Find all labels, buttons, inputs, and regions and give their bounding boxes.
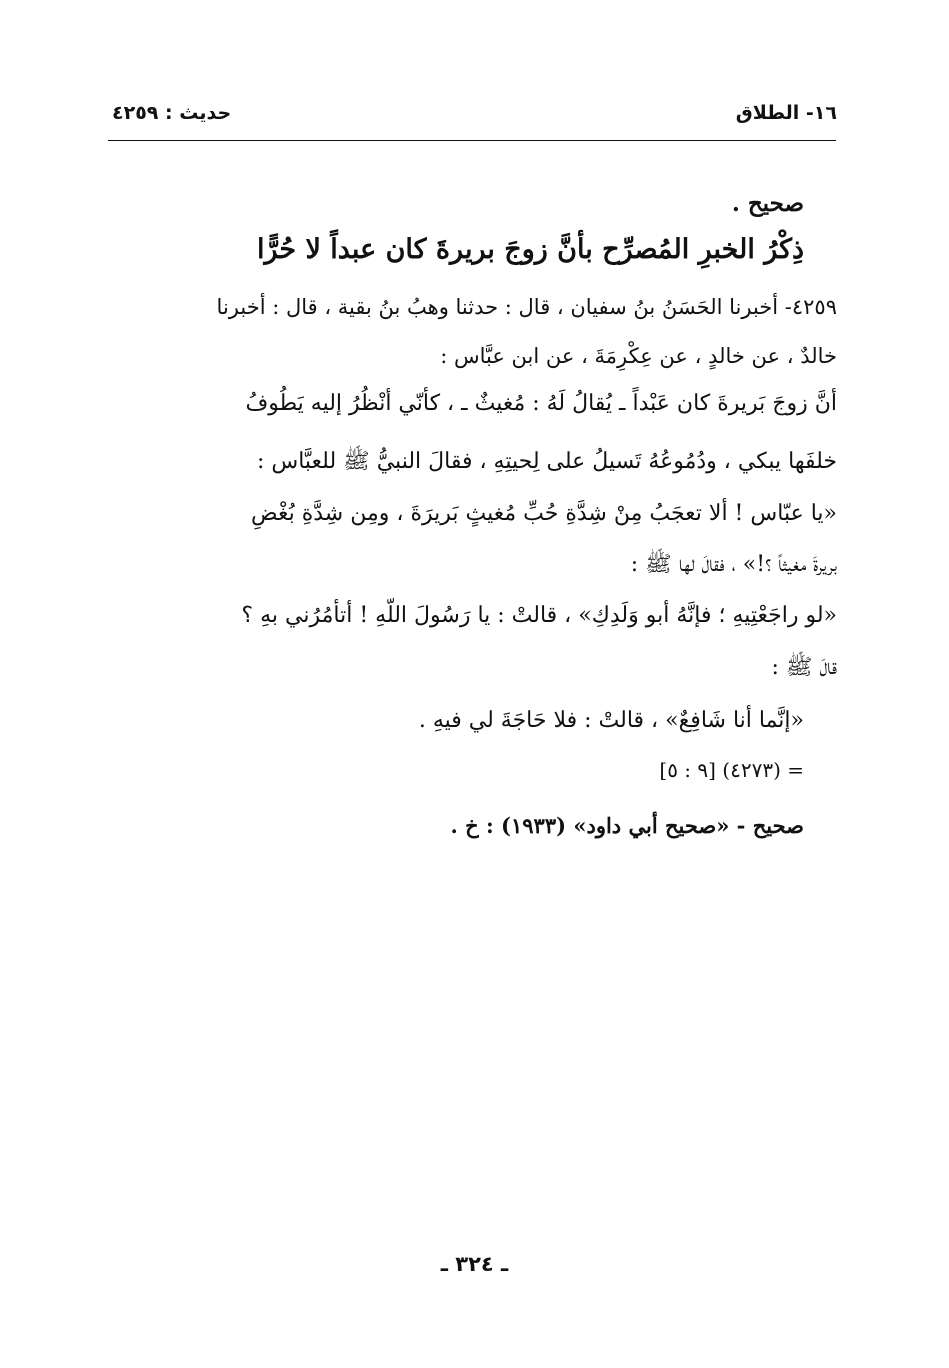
- section-heading: ذِكْرُ الخبرِ المُصرِّح بأنَّ زوجَ بريرةَ كان عبداً لا حُرًّا: [256, 234, 804, 265]
- matn-line-6: قالَ ﷺ :: [771, 655, 837, 680]
- matn-line-5: «لو راجَعْتِيهِ ؛ فإنَّهُ أبو وَلَدِكِ» ، قالتْ : يا رَسُولَ اللّهِ ! أتأمُرُني بهِ ؟: [241, 603, 837, 628]
- page-number: ـ ٣٢٤ ـ: [440, 1252, 509, 1276]
- matn-line-2: خلفَها يبكي ، ودُمُوعُهُ تَسيلُ على لِحيتِهِ ، فقالَ النبيُّ ﷺ للعبَّاس :: [256, 449, 837, 474]
- matn-line-1: أنَّ زوجَ بَريرةَ كان عَبْداً ـ يُقالُ لَهُ : مُغيثٌ ـ ، كأنّي أنْظُرُ إليه يَطُوفُ: [245, 391, 837, 416]
- chapter-title: ١٦- الطلاق: [735, 102, 837, 124]
- header-divider: [108, 140, 836, 141]
- hadith-reference: حديث : ٤٢٥٩: [112, 102, 232, 124]
- cross-reference: = (٤٢٧٣) [٩ : ٥]: [659, 758, 804, 782]
- matn-line-4: بريرةَ مغيثاً ؟!» ، فقالَ لها ﷺ :: [630, 552, 837, 577]
- matn-line-7: «إنَّما أنا شَافِعٌ» ، قالتْ : فلا حَاجَةَ لي فيهِ .: [418, 708, 804, 733]
- isnad-line-2: خالدٌ ، عن خالدٍ ، عن عِكْرِمَةَ ، عن ابن عبَّاس :: [440, 344, 837, 368]
- isnad-line-1: ٤٢٥٩- أخبرنا الحَسَنُ بنُ سفيان ، قال : حدثنا وهبُ بنُ بقية ، قال : أخبرنا: [216, 295, 837, 319]
- matn-line-3: «يا عبّاس ! ألا تعجَبُ مِنْ شِدَّةِ حُبِّ مُغيثٍ بَريرَةَ ، ومِن شِدَّةِ بُغْضِ: [251, 501, 837, 526]
- hadith-grade: صحيح - «صحيح أبي داود» (١٩٣٣) : خ .: [450, 813, 804, 838]
- previous-grade: صحيح .: [731, 190, 804, 217]
